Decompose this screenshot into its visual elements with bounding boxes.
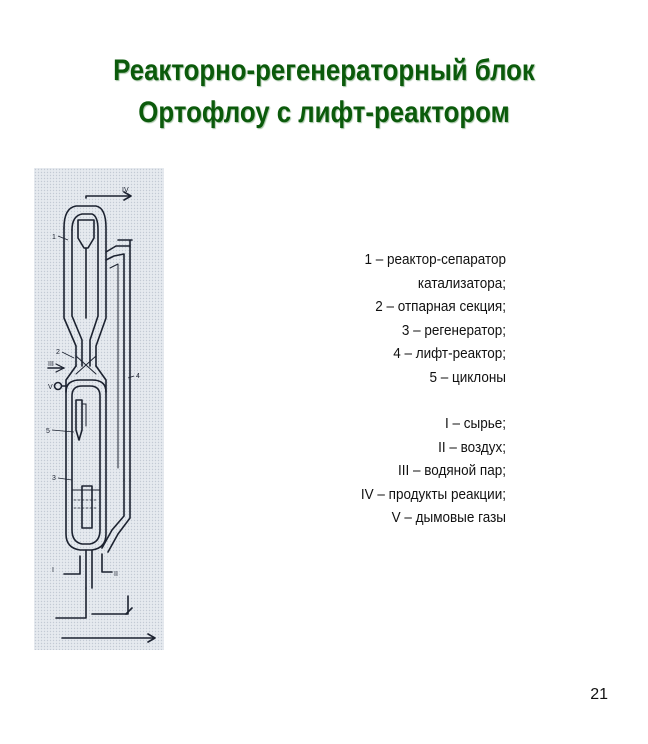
legend-stream-iii: III – водяной пар; (397, 462, 506, 479)
title-line-2: Ортофлоу с лифт-реактором (138, 96, 510, 129)
legend-stream-i: I – сырье; (444, 415, 506, 432)
legend-stream-ii: II – воздух; (438, 438, 506, 456)
legend-item-2: 2 – отпарная секция; (375, 298, 506, 315)
legend-gap (321, 389, 506, 412)
label-stream-i: I (52, 567, 54, 574)
page-number: 21 (590, 686, 608, 703)
label-1: 1 (52, 234, 56, 241)
label-stream-iii: III (48, 361, 54, 368)
slide-title (45, 50, 602, 134)
label-stream-iv: IV (122, 187, 129, 194)
label-stream-ii: II (114, 571, 118, 578)
legend-stream-iv: IV – продукты реакции; (360, 485, 506, 503)
legend-item-4: 4 – лифт-реактор; (393, 345, 506, 362)
legend-item-1: 1 – реактор-сепаратор (364, 251, 506, 268)
legend-item-3: 3 – регенератор; (401, 321, 506, 339)
label-4: 4 (136, 373, 140, 380)
label-stream-v: V (48, 384, 53, 391)
reactor-regenerator-diagram (34, 168, 164, 650)
label-2: 2 (56, 349, 60, 356)
label-5: 5 (46, 428, 50, 435)
legend (321, 248, 506, 530)
legend-item-1-cont: катализатора; (417, 274, 506, 292)
legend-item-5: 5 – циклоны (429, 368, 506, 386)
title-line-1: Реакторно-регенераторный блок (113, 54, 535, 87)
legend-stream-v: V – дымовые газы (391, 509, 506, 526)
label-3: 3 (52, 475, 56, 482)
